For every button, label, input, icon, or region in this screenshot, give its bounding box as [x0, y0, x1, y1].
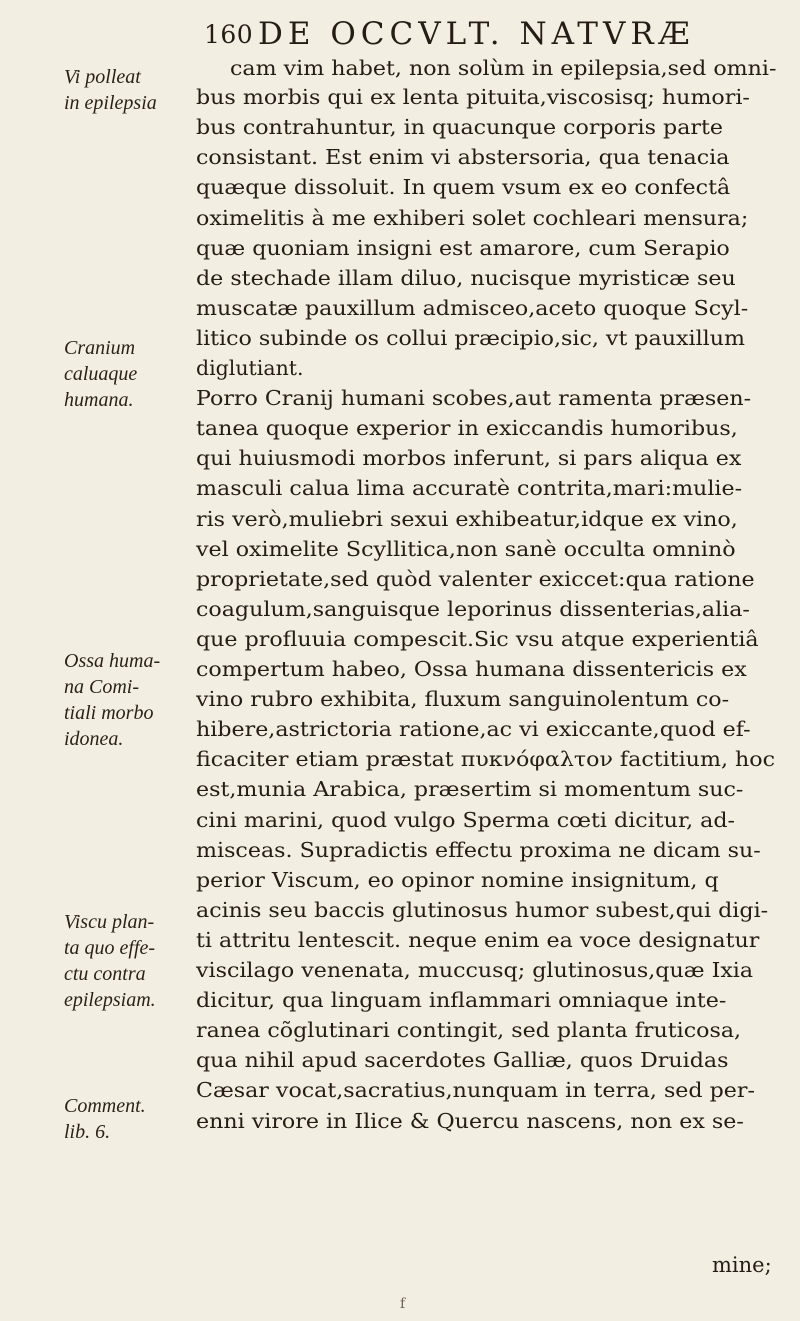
- text-line: quæ quoniam insigni est amarore, cum Serapio: [196, 235, 730, 260]
- text-line: hibere,astrictoria ratione,ac vi exiccante,quod ef-: [196, 717, 751, 742]
- margin-note-line: ctu contra: [64, 963, 146, 985]
- margin-note-line: idonea.: [64, 728, 124, 750]
- text-line: oximelitis à me exhiberi solet cochleari mensura;: [196, 205, 749, 230]
- margin-note-line: ta quo effe-: [64, 937, 156, 959]
- text-line: proprietate,sed quòd valenter exiccet:qua ratione: [196, 566, 755, 591]
- text-line: muscatæ pauxillum admisceo,aceto quoque Scyl-: [196, 295, 749, 320]
- margin-note-line: Comment.: [64, 1095, 146, 1117]
- margin-note-line: in epilepsia: [64, 92, 157, 114]
- text-line: ranea cõglutinari contingit, sed planta fruticosa,: [196, 1018, 742, 1043]
- text-line: bus morbis qui ex lenta pituita,viscosisq; humori-: [196, 85, 750, 110]
- text-line: enni virore in Ilice & Quercu nascens, non ex se-: [196, 1108, 744, 1133]
- text-line: quæque dissoluit. In quem vsum ex eo confectâ: [196, 175, 731, 200]
- text-line: dicitur, qua linguam inflammari omniaque inte-: [196, 988, 727, 1013]
- margin-note-line: lib. 6.: [64, 1121, 111, 1143]
- text-line: bus contrahuntur, in quacunque corporis parte: [196, 115, 724, 140]
- margin-note-line: tiali morbo: [64, 702, 154, 724]
- text-line: est,munia Arabica, præsertim si momentum suc-: [196, 777, 744, 802]
- text-line: ris verò,muliebri sexui exhibeatur,idque ex vino,: [196, 506, 738, 531]
- text-line: acinis seu baccis glutinosus humor subest,qui digi-: [196, 897, 769, 922]
- foot-mark: f: [400, 1296, 406, 1312]
- text-line: perior Viscum, eo opinor nomine insignitum, q: [196, 867, 719, 892]
- text-line: vino rubro exhibita, fluxum sanguinolentum co-: [196, 687, 730, 712]
- text-line: litico subinde os collui præcipio,sic, vt pauxillum: [196, 325, 745, 350]
- margin-note-line: Viscu plan-: [64, 911, 155, 933]
- text-line: cam vim habet, non solùm in epilepsia,sed omni-: [230, 56, 777, 80]
- text-line: consistant. Est enim vi abstersoria, qua tenacia: [196, 145, 730, 170]
- margin-note-line: epilepsiam.: [64, 989, 156, 1011]
- text-line: Cæsar vocat,sacratius,nunquam in terra, sed per-: [196, 1078, 755, 1103]
- text-line: compertum habeo, Ossa humana dissentericis ex: [196, 657, 747, 681]
- text-line: ti attritu lentescit. neque enim ea voce designatur: [196, 927, 760, 952]
- text-line: que profluuia compescit.Sic vsu atque experientiâ: [196, 626, 759, 651]
- margin-note-line: Ossa huma-: [64, 650, 161, 672]
- text-line: misceas. Supradictis effectu proxima ne dicam su-: [196, 837, 761, 862]
- text-line: tanea quoque experior in exiccandis humoribus,: [196, 416, 738, 441]
- text-line: viscilago venenata, muccusq; glutinosus,quæ Ixia: [196, 958, 754, 982]
- text-line: coagulum,sanguisque leporinus dissenterias,alia-: [196, 596, 750, 621]
- margin-note-line: humana.: [64, 389, 134, 411]
- page-number: 160: [204, 20, 254, 49]
- text-line: de stechade illam diluo, nucisque myristicæ seu: [196, 265, 736, 290]
- margin-note-line: Cranium: [64, 337, 136, 359]
- text-line: diglutiant.: [196, 356, 304, 380]
- text-line: vel oximelite Scyllitica,non sanè occulta omninò: [196, 536, 736, 561]
- text-line: qui huiusmodi morbos inferunt, si pars aliqua ex: [196, 446, 742, 471]
- text-line: cini marini, quod vulgo Sperma cœti dicitur, ad-: [196, 807, 736, 832]
- text-line: masculi calua lima accuratè contrita,mari:mulie-: [196, 476, 743, 501]
- running-title: DE OCCVLT. NATVRÆ: [258, 16, 695, 52]
- text-line: qua nihil apud sacerdotes Galliæ, quos Druidas: [196, 1048, 729, 1073]
- text-line: Porro Cranij humani scobes,aut ramenta præsen-: [196, 386, 752, 411]
- text-line: ficaciter etiam præstat πυκνόφαλτον factitium, hoc: [196, 747, 776, 772]
- margin-note-line: na Comi-: [64, 676, 139, 698]
- catchword: mine;: [712, 1253, 772, 1277]
- margin-note-line: Vi polleat: [64, 66, 141, 88]
- margin-note-line: caluaque: [64, 363, 138, 385]
